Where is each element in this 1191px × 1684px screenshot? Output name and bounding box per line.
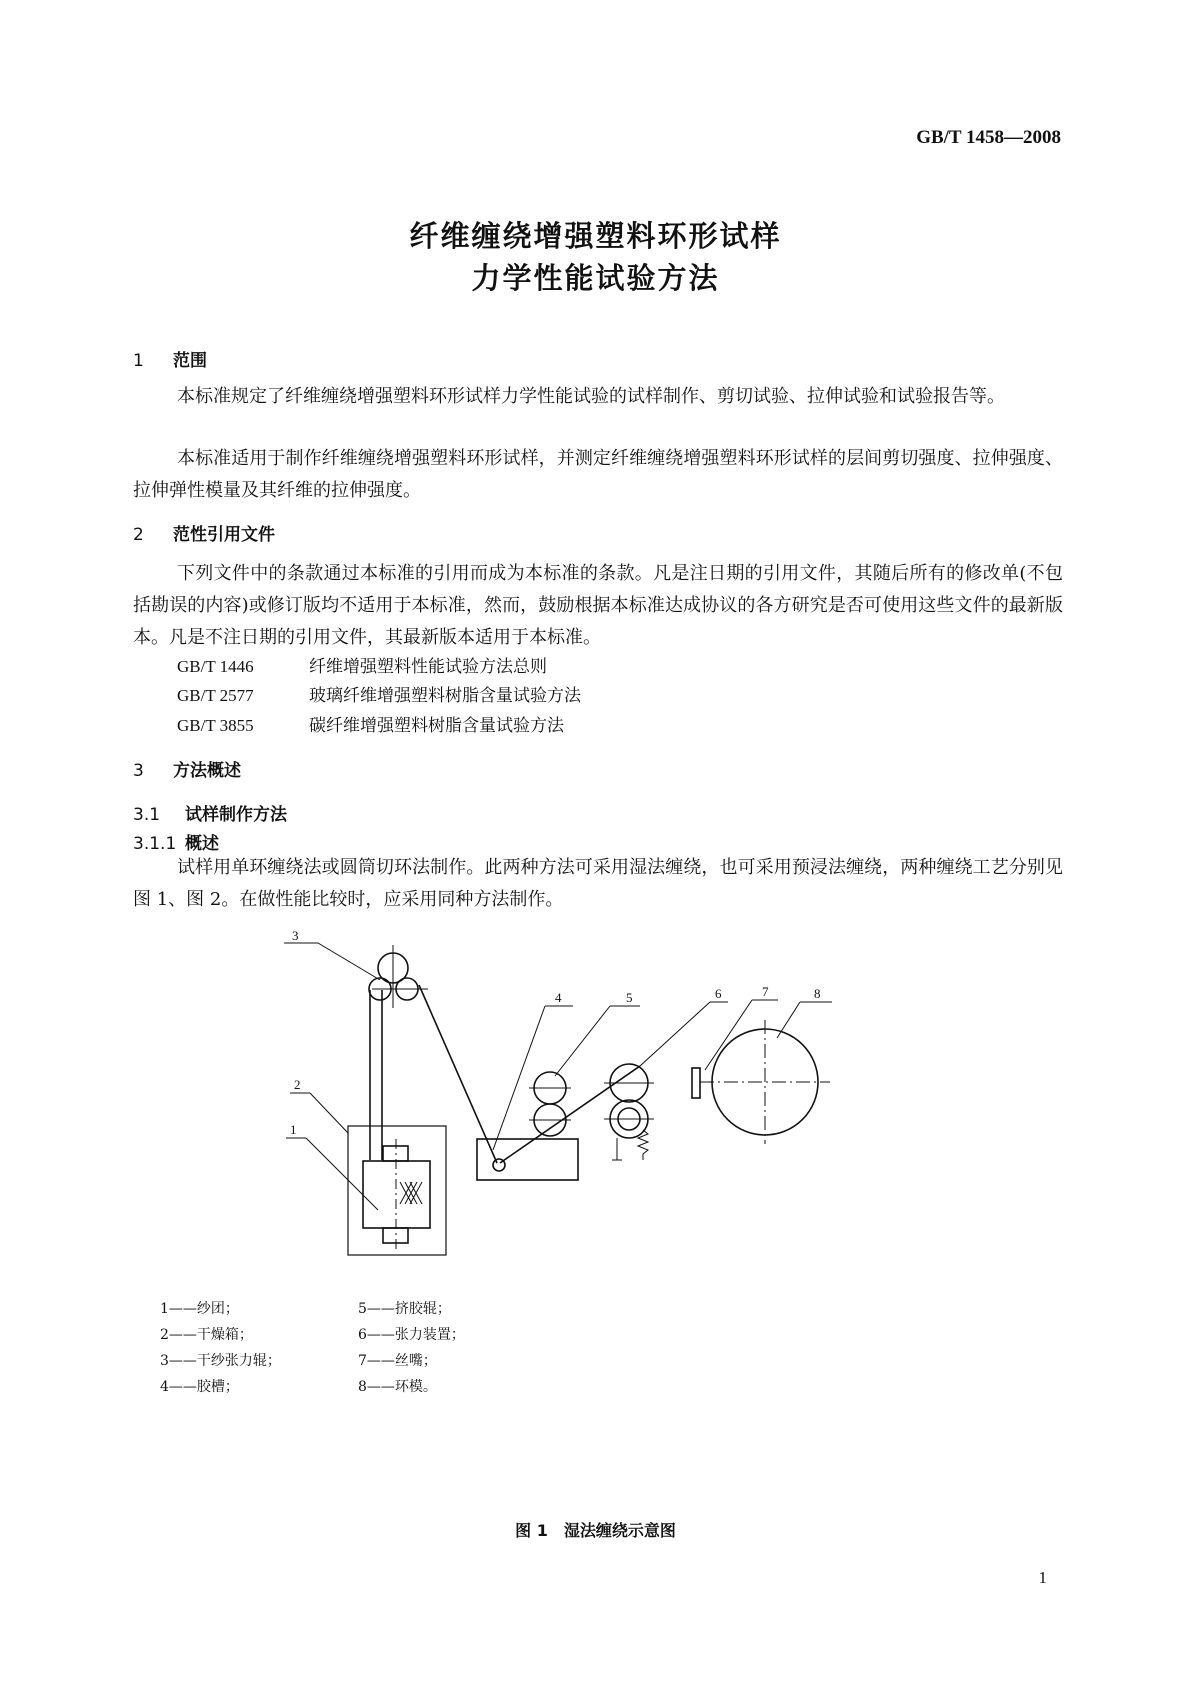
callout-2: 2 xyxy=(294,1077,301,1092)
section-title: 方法概述 xyxy=(173,761,241,781)
callout-6: 6 xyxy=(715,986,722,1001)
section-number: 3.1.1 xyxy=(133,834,177,854)
section-1-paragraph-1: 本标准规定了纤维缠绕增强塑料环形试样力学性能试验的试样制作、剪切试验、拉伸试验和试验报告等。 xyxy=(177,386,1005,407)
legend-item: 2——干燥箱； xyxy=(160,1327,253,1343)
standard-number: GB/T 1458—2008 xyxy=(916,127,1061,148)
reference-code: GB/T 2577 xyxy=(177,686,254,705)
yarn-package xyxy=(363,1139,430,1250)
section-title: 范性引用文件 xyxy=(173,525,275,545)
legend-item: 7——丝嘴； xyxy=(358,1353,437,1369)
tension-device xyxy=(604,1064,654,1160)
figure-legend-right xyxy=(358,1298,465,1402)
section-number: 2 xyxy=(133,525,144,545)
section-title: 试样制作方法 xyxy=(185,805,287,825)
section-2-paragraph-1: 下列文件中的条款通过本标准的引用而成为本标准的条款。凡是注日期的引用文件，其随后所有的修改单(不包括勘误的内容)或修订版均不适用于本标准，然而，鼓励根据本标准达成协议的各方研究是否可使用这些文件的最新版本。凡是不注日期的引用文件，其最新版本适用于本标准。 xyxy=(133,563,1063,648)
figure-legend-left xyxy=(160,1298,281,1402)
callout-5: 5 xyxy=(626,990,633,1005)
reference-title: 碳纤维增强塑料树脂含量试验方法 xyxy=(309,716,564,736)
callout-3: 3 xyxy=(292,928,299,943)
document-title-line1: 纤维缠绕增强塑料环形试样 xyxy=(409,219,782,253)
section-title: 范围 xyxy=(173,351,207,371)
legend-item: 1——纱团； xyxy=(160,1301,239,1317)
callout-1: 1 xyxy=(290,1122,297,1137)
leader-lines xyxy=(284,943,832,1210)
squeeze-rollers xyxy=(529,1072,571,1136)
reference-title: 纤维增强塑料性能试验方法总则 xyxy=(309,657,547,677)
ring-mould xyxy=(700,1020,830,1144)
callout-4: 4 xyxy=(555,990,562,1005)
nozzle xyxy=(692,1068,700,1098)
section-number: 3.1 xyxy=(133,805,161,825)
legend-item: 3——干纱张力辊； xyxy=(160,1353,281,1369)
section-number: 3 xyxy=(133,761,144,781)
resin-bath xyxy=(477,1139,578,1180)
callout-7: 7 xyxy=(762,984,769,999)
page-number: 1 xyxy=(1038,1568,1047,1587)
reference-title: 玻璃纤维增强塑料树脂含量试验方法 xyxy=(309,686,581,706)
document-title-line2: 力学性能试验方法 xyxy=(471,261,720,295)
section-title: 概述 xyxy=(185,834,219,854)
section-3-1-1-paragraph-1: 试样用单环缠绕法或圆筒切环法制作。此两种方法可采用湿法缠绕，也可采用预浸法缠绕，两种缠绕工艺分别见图 1、图 2。在做性能比较时，应采用同种方法制作。 xyxy=(133,857,1063,910)
figure-caption: 图 1 湿法缠绕示意图 xyxy=(515,1521,676,1540)
reference-code: GB/T 3855 xyxy=(177,716,254,735)
tension-rollers xyxy=(369,945,428,1008)
section-number: 1 xyxy=(133,351,144,371)
section-1-paragraph-2: 本标准适用于制作纤维缠绕增强塑料环形试样，并测定纤维缠绕增强塑料环形试样的层间剪切强度、拉伸强度、拉伸弹性模量及其纤维的拉伸强度。 xyxy=(133,448,1063,501)
legend-item: 4——胶槽； xyxy=(160,1379,239,1395)
legend-item: 6——张力装置； xyxy=(358,1327,465,1343)
legend-item: 5——挤胶辊； xyxy=(358,1301,451,1317)
legend-item: 8——环模。 xyxy=(358,1379,437,1395)
reference-code: GB/T 1446 xyxy=(177,657,254,676)
callout-8: 8 xyxy=(814,986,821,1001)
